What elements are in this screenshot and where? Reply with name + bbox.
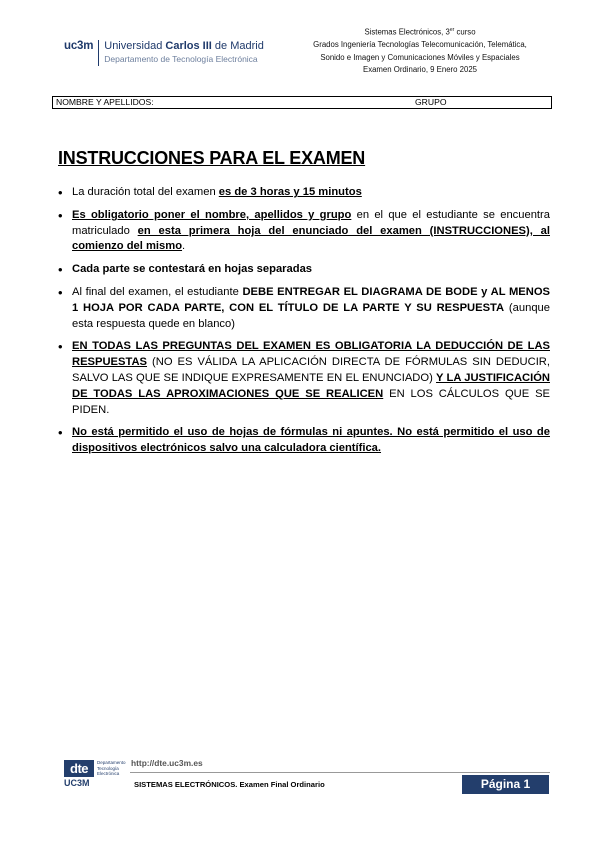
page-title: INSTRUCCIONES PARA EL EXAMEN <box>58 148 366 168</box>
degree-line-1: Grados Ingeniería Tecnologías Telecomunicación, Telemática, <box>313 40 527 50</box>
footer-course: SISTEMAS ELECTRÓNICOS. Examen Final Ordinario <box>134 780 325 789</box>
dte-logo-dept: Departamento Tecnología Electrónica <box>97 760 126 776</box>
instructions-list <box>58 185 550 464</box>
course-title: Sistemas Electrónicos, 3er curso <box>364 27 476 37</box>
degree-line-2: Sonido e Imagen y Comunicaciones Móviles y Espaciales <box>320 52 520 62</box>
department-name: Departamento de Tecnología Electrónica <box>104 54 258 64</box>
dte-logo-uc3m: UC3M <box>64 778 90 788</box>
instruction-name-group: • Es obligatorio poner el nombre, apellidos y grupo en el que el estudiante se encuentra matriculado en esta primera hoja del enunciado del examen (INSTRUCCIONES), al comienzo del mismo. <box>58 208 550 255</box>
student-info-box[interactable] <box>52 96 552 109</box>
instruction-materials: • No está permitido el uso de hojas de fórmulas ni apuntes. No está permitido el uso de dispositivos electrónicos salvo una calculadora científica. <box>58 425 550 457</box>
instruction-duration: • La duración total del examen es de 3 horas y 15 minutos <box>58 185 550 201</box>
group-label: GRUPO <box>415 97 447 107</box>
instruction-separate-sheets: • Cada parte se contestará en hojas separadas <box>58 262 550 278</box>
instruction-deduction: • EN TODAS LAS PREGUNTAS DEL EXAMEN ES OBLIGATORIA LA DEDUCCIÓN DE LAS RESPUESTAS (NO ES VÁLIDA LA APLICACIÓN DIRECTA DE FÓRMULAS SIN DEDUCIR, SALVO LAS QUE SE INDIQUE EXPRESAMENTE EN EL ENUNCIADO) Y LA JUSTIFICACIÓN DE TODAS LAS APROXIMACIONES QUE SE REALICEN EN LOS CÁLCULOS QUE SE PIDEN. <box>58 339 550 418</box>
footer-divider <box>130 772 550 773</box>
university-name: Universidad Carlos III de Madrid <box>104 40 264 52</box>
dte-logo-mark: dte <box>64 760 94 777</box>
instruction-deliver: • Al final del examen, el estudiante DEBE ENTREGAR EL DIAGRAMA DE BODE y AL MENOS 1 HOJA POR CADA PARTE, CON EL TÍTULO DE LA PARTE Y SU RESPUESTA (aunque esta respuesta quede en blanco) <box>58 285 550 332</box>
footer-url[interactable]: http://dte.uc3m.es <box>131 758 203 768</box>
uc3m-logo-mark: uc3m <box>64 40 99 66</box>
exam-date: Examen Ordinario, 9 Enero 2025 <box>363 65 477 75</box>
dte-logo <box>64 760 126 788</box>
page-number: Página 1 <box>462 775 549 794</box>
university-logo <box>64 40 264 66</box>
course-header <box>270 24 570 77</box>
name-label: NOMBRE Y APELLIDOS: <box>56 97 154 107</box>
